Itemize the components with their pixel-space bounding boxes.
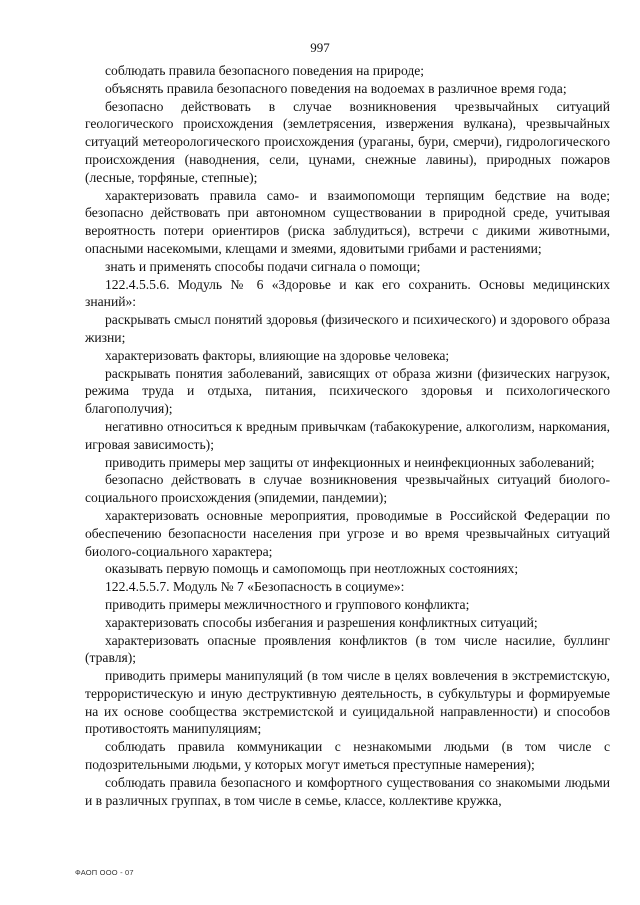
paragraph: приводить примеры манипуляций (в том числе в целях вовлечения в экстремистскую, террористическую и иную деструктивную деятельность, в субкультуры и формируемые на их основе сообщества экстремистской и суицидальной направленности) и способов противостоять манипуляциям; [85, 668, 610, 737]
paragraph: приводить примеры мер защиты от инфекционных и неинфекционных заболеваний; [105, 454, 595, 470]
paragraph: объяснять правила безопасного поведения на водоемах в различное время года; [105, 80, 567, 96]
paragraph: характеризовать способы избегания и разрешения конфликтных ситуаций; [105, 614, 538, 630]
section-heading-module-6: 122.4.5.5.6. Модуль № 6 «Здоровье и как его сохранить. Основы медицинских знаний»: [85, 276, 610, 310]
paragraph: характеризовать факторы, влияющие на здоровье человека; [105, 347, 450, 363]
paragraph: приводить примеры межличностного и группового конфликта; [105, 596, 470, 612]
paragraph: негативно относиться к вредным привычкам (табакокурение, алкоголизм, наркомания, игровая зависимость); [85, 418, 610, 452]
paragraph: характеризовать правила само- и взаимопомощи терпящим бедствие на воде; безопасно действовать при автономном существовании в природной среде, учитывая вероятность потери ориентиров (риска заблудиться), встречи с дикими животными, опасными насекомыми, клещами и змеями, ядовитыми грибами и растениями; [85, 187, 610, 256]
paragraph: раскрывать смысл понятий здоровья (физического и психического) и здорового образа жизни; [85, 312, 610, 345]
paragraph: характеризовать опасные проявления конфликтов (в том числе насилие, буллинг (травля); [85, 632, 610, 666]
paragraph: соблюдать правила безопасного поведения на природе; [105, 63, 425, 78]
paragraph: безопасно действовать в случае возникновения чрезвычайных ситуаций геологического происхождения (землетрясения, извержения вулкана), чрезвычайных ситуаций метеорологического происхождения (ураганы, бури, смерчи), гидрологического происхождения (наводнения, сели, цунами, снежные лавины), природных пожаров (лесные, торфяные, степные); [85, 98, 610, 185]
paragraph: оказывать первую помощь и самопомощь при неотложных состояниях; [105, 561, 519, 577]
page-body [85, 62, 610, 809]
footer-document-code: ФАОП ООО - 07 [75, 868, 134, 877]
paragraph: характеризовать основные мероприятия, проводимые в Российской Федерации по обеспечению безопасности населения при угрозе и во время чрезвычайных ситуаций биолого-социального характера; [85, 507, 610, 559]
page-number: 997 [310, 40, 330, 55]
paragraph: безопасно действовать в случае возникновения чрезвычайных ситуаций биолого-социального происхождения (эпидемии, пандемии); [85, 472, 610, 506]
paragraph: знать и применять способы подачи сигнала о помощи; [105, 258, 421, 274]
paragraph: раскрывать понятия заболеваний, зависящих от образа жизни (физических нагрузок, режима труда и отдыха, питания, психического здоровья и психологического благополучия); [85, 365, 610, 417]
paragraph: соблюдать правила безопасного и комфортного существования со знакомыми людьми и в различных группах, в том числе в семье, классе, коллективе кружка, [85, 774, 610, 808]
section-heading-module-7: 122.4.5.5.7. Модуль № 7 «Безопасность в социуме»: [105, 579, 405, 595]
paragraph: соблюдать правила коммуникации с незнакомыми людьми (в том числе с подозрительными людьми, у которых могут иметься преступные намерения); [85, 739, 610, 773]
